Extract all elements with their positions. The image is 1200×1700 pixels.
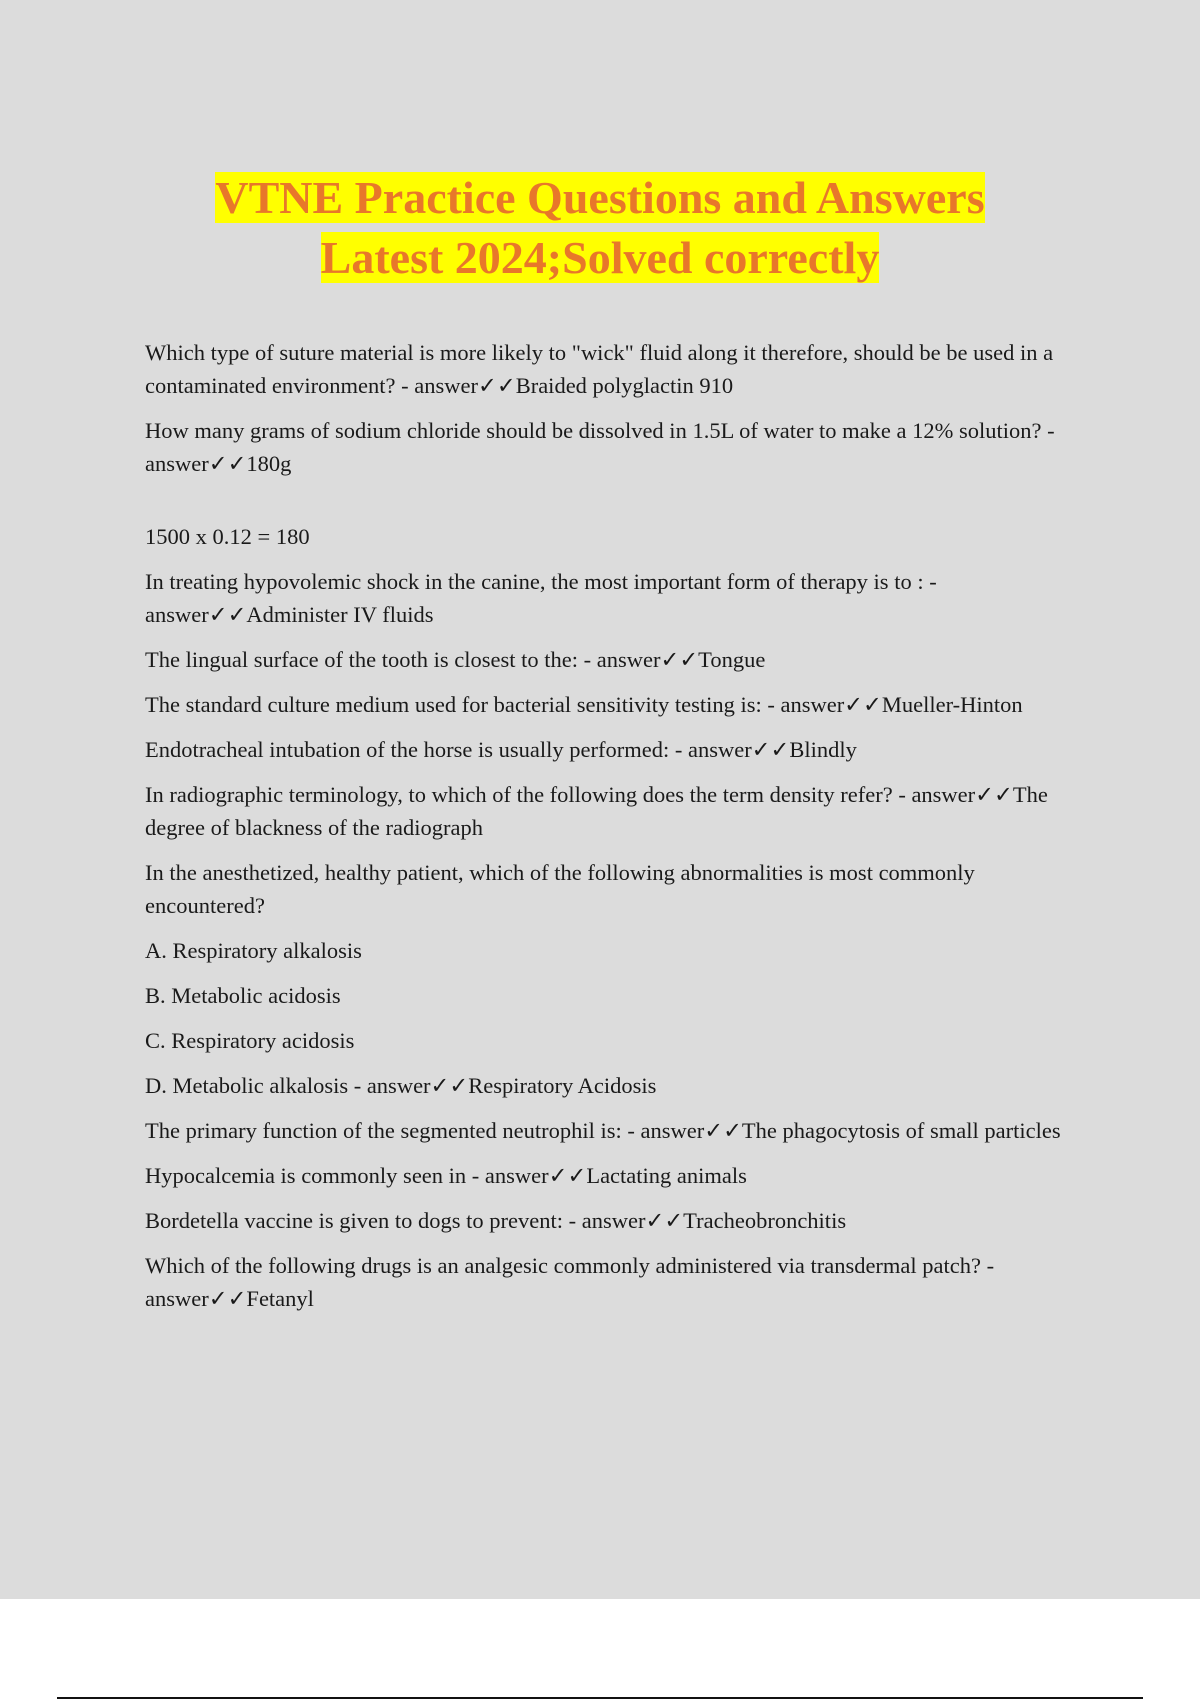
title-line-2: Latest 2024;Solved correctly bbox=[320, 232, 880, 283]
qa-item: Which of the following drugs is an analgesic commonly administered via transdermal patch? - answer✓✓Fetanyl bbox=[145, 1253, 995, 1311]
answer-option: D. Metabolic alkalosis - answer✓✓Respiratory Acidosis bbox=[145, 1073, 657, 1098]
qa-item: Hypocalcemia is commonly seen in - answer✓✓Lactating animals bbox=[145, 1163, 747, 1188]
qa-item: The primary function of the segmented neutrophil is: - answer✓✓The phagocytosis of small particles bbox=[145, 1118, 1061, 1143]
calculation-line: 1500 x 0.12 = 180 bbox=[145, 524, 310, 549]
qa-item: Bordetella vaccine is given to dogs to prevent: - answer✓✓Tracheobronchitis bbox=[145, 1208, 847, 1233]
qa-item: Which type of suture material is more likely to "wick" fluid along it therefore, should be be used in a contaminated environment? - answer✓✓Braided polyglactin 910 bbox=[145, 340, 1054, 398]
qa-item: In treating hypovolemic shock in the canine, the most important form of therapy is to : - answer✓✓Administer IV fluids bbox=[145, 569, 937, 627]
qa-item: The lingual surface of the tooth is closest to the: - answer✓✓Tongue bbox=[145, 647, 766, 672]
footer-divider bbox=[57, 1697, 1143, 1699]
qa-item: In radiographic terminology, to which of the following does the term density refer? - answer✓✓The degree of blackness of the radiograph bbox=[145, 782, 1048, 840]
answer-option: C. Respiratory acidosis bbox=[145, 1028, 355, 1053]
qa-item: Endotracheal intubation of the horse is usually performed: - answer✓✓Blindly bbox=[145, 737, 857, 762]
document-title bbox=[0, 168, 1200, 288]
qa-item: How many grams of sodium chloride should be dissolved in 1.5L of water to make a 12% solution? - answer✓✓180g bbox=[145, 418, 1055, 476]
answer-option: A. Respiratory alkalosis bbox=[145, 938, 362, 963]
answer-option: B. Metabolic acidosis bbox=[145, 983, 341, 1008]
qa-list bbox=[145, 336, 1095, 1327]
qa-item: In the anesthetized, healthy patient, which of the following abnormalities is most commonly encountered? bbox=[145, 860, 975, 918]
title-line-1: VTNE Practice Questions and Answers bbox=[215, 172, 985, 223]
qa-item: The standard culture medium used for bacterial sensitivity testing is: - answer✓✓Mueller-Hinton bbox=[145, 692, 1023, 717]
